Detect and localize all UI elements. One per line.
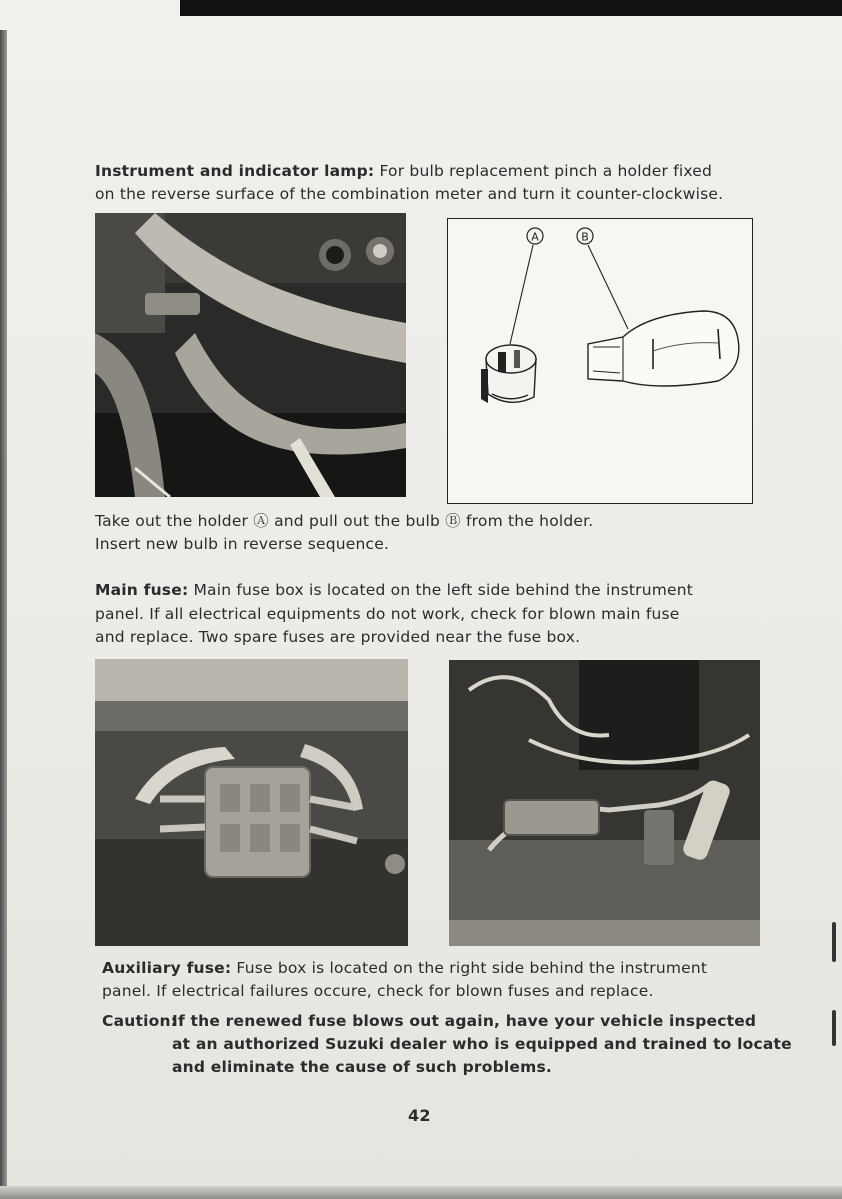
scan-edge-mark: [832, 1010, 836, 1046]
auxiliary-fuse-photo: [449, 660, 760, 946]
page-number: 42: [408, 1106, 431, 1125]
caution-heading: Caution:: [102, 1012, 178, 1030]
main-fuse-heading: Main fuse:: [95, 581, 189, 599]
instrument-lamp-heading: Instrument and indicator lamp:: [95, 162, 375, 180]
instrument-lamp-line-2: on the reverse surface of the combination meter and turn it counter-clockwise.: [95, 185, 724, 203]
scan-top-edge: [180, 0, 842, 16]
caution-line-1: If the renewed fuse blows out again, have your vehicle inspected: [172, 1012, 757, 1030]
auxiliary-fuse-line-2: panel. If electrical failures occure, check for blown fuses and replace.: [102, 982, 654, 1000]
auxiliary-fuse-heading: Auxiliary fuse:: [102, 959, 232, 977]
bulb-holder-diagram: [447, 218, 753, 504]
main-fuse-box-photo: [95, 659, 408, 946]
caution-line-2: at an authorized Suzuki dealer who is equipped and trained to locate: [172, 1035, 792, 1053]
instrument-lamp-line-1: Instrument and indicator lamp: For bulb replacement pinch a holder fixed: [95, 162, 713, 180]
main-fuse-line-2: panel. If all electrical equipments do not work, check for blown main fuse: [95, 605, 680, 623]
lamp-holder-icon: [481, 345, 536, 403]
main-fuse-line-3: and replace. Two spare fuses are provided near the fuse box.: [95, 628, 581, 646]
holder-instruction-line-2: Insert new bulb in reverse sequence.: [95, 535, 390, 553]
scan-bottom-edge: [0, 1186, 842, 1199]
auxiliary-fuse-line-1: Auxiliary fuse: Fuse box is located on the right side behind the instrument: [102, 959, 708, 977]
spare-fuse-holder-icon: [504, 800, 599, 835]
scan-edge-mark: [832, 922, 836, 962]
meter-back-photo: [95, 213, 406, 497]
fuse-box-icon: [205, 767, 310, 877]
main-fuse-line-1: Main fuse: Main fuse box is located on the left side behind the instrument: [95, 581, 694, 599]
holder-instruction-line-1: Take out the holder Ⓐ and pull out the bulb Ⓑ from the holder.: [95, 512, 594, 530]
label-a: A: [531, 230, 539, 244]
label-b: B: [581, 230, 589, 244]
caution-line-3: and eliminate the cause of such problems.: [172, 1058, 553, 1076]
wedge-bulb-icon: [588, 311, 739, 386]
scan-left-edge: [0, 30, 7, 1199]
